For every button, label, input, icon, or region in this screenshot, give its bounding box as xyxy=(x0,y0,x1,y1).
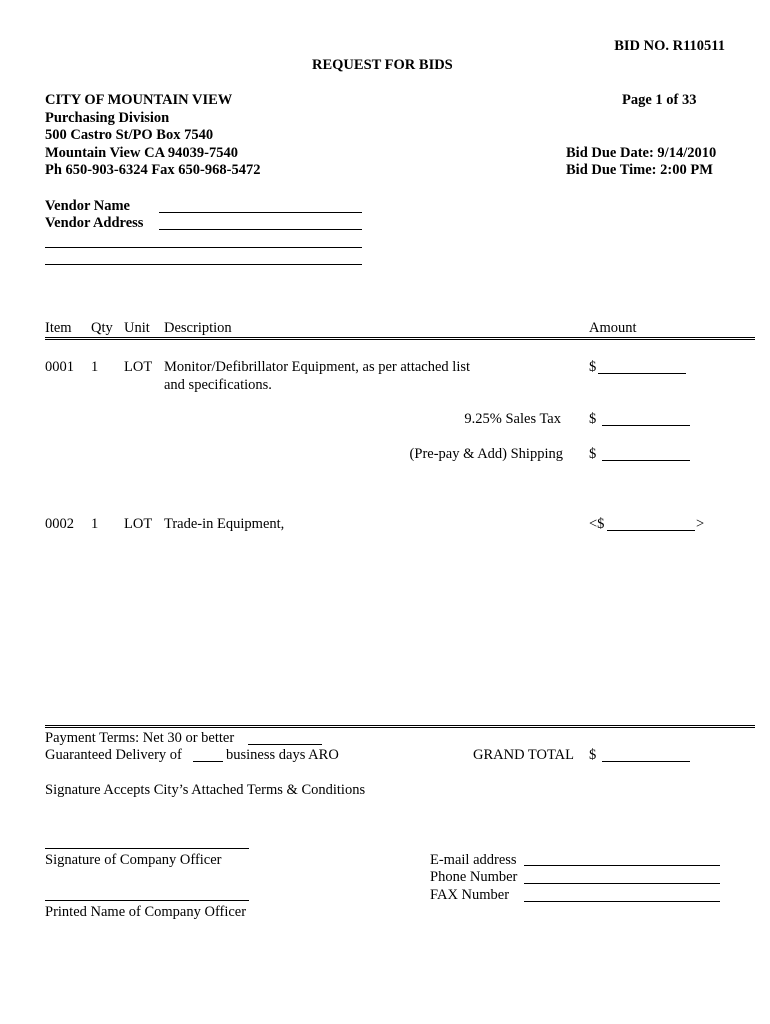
issuer-address-1: 500 Castro St/PO Box 7540 xyxy=(45,127,214,143)
row-2-qty: 1 xyxy=(91,516,99,532)
row-2-description: Trade-in Equipment, xyxy=(164,516,285,532)
grand-total-field[interactable] xyxy=(602,761,690,762)
issuer-address-2: Mountain View CA 94039-7540 xyxy=(45,145,238,161)
col-header-amount: Amount xyxy=(589,320,637,336)
footer-divider xyxy=(45,725,755,728)
row-2-amount-close: > xyxy=(696,516,705,532)
email-label: E-mail address xyxy=(430,852,517,868)
grand-total-dollar: $ xyxy=(589,747,597,763)
bid-due-date: Bid Due Date: 9/14/2010 xyxy=(566,145,717,161)
bid-due-time: Bid Due Time: 2:00 PM xyxy=(566,162,713,178)
grand-total-label: GRAND TOTAL xyxy=(473,747,575,763)
delivery-days-field[interactable] xyxy=(193,761,223,762)
delivery-label-suffix: business days ARO xyxy=(226,747,339,763)
vendor-address-line-3[interactable] xyxy=(45,264,362,265)
sales-tax-label: 9.25% Sales Tax xyxy=(464,411,561,427)
vendor-name-field[interactable] xyxy=(159,212,362,213)
col-header-unit: Unit xyxy=(124,320,150,336)
vendor-address-field[interactable] xyxy=(159,229,362,230)
sales-tax-dollar: $ xyxy=(589,411,597,427)
signature-line[interactable] xyxy=(45,848,249,849)
sales-tax-field[interactable] xyxy=(602,425,690,426)
col-header-item: Item xyxy=(45,320,72,336)
printed-name-line[interactable] xyxy=(45,900,249,901)
shipping-field[interactable] xyxy=(602,460,690,461)
row-1-description: Monitor/Defibrillator Equipment, as per attached list xyxy=(164,359,471,375)
printed-name-label: Printed Name of Company Officer xyxy=(45,904,247,920)
vendor-name-label: Vendor Name xyxy=(45,198,130,214)
row-2-item: 0002 xyxy=(45,516,74,532)
row-2-amount-open: <$ xyxy=(589,516,605,532)
row-1-qty: 1 xyxy=(91,359,99,375)
phone-label: Phone Number xyxy=(430,869,518,885)
row-1-item: 0001 xyxy=(45,359,74,375)
row-2-unit: LOT xyxy=(124,516,153,532)
vendor-address-line-2[interactable] xyxy=(45,247,362,248)
bid-number: BID NO. R110511 xyxy=(614,38,725,54)
row-1-dollar: $ xyxy=(589,359,597,375)
row-1-unit: LOT xyxy=(124,359,153,375)
issuer-phone-fax: Ph 650-903-6324 Fax 650-968-5472 xyxy=(45,162,261,178)
email-field[interactable] xyxy=(524,865,720,866)
payment-terms-field[interactable] xyxy=(248,744,322,745)
signature-accepts-text: Signature Accepts City’s Attached Terms & Conditions xyxy=(45,782,366,798)
phone-field[interactable] xyxy=(524,883,720,884)
delivery-label-prefix: Guaranteed Delivery of xyxy=(45,747,182,763)
payment-terms-label: Payment Terms: Net 30 or better xyxy=(45,730,235,746)
fax-label: FAX Number xyxy=(430,887,510,903)
shipping-dollar: $ xyxy=(589,446,597,462)
fax-field[interactable] xyxy=(524,901,720,902)
issuer-name: CITY OF MOUNTAIN VIEW xyxy=(45,92,233,108)
row-1-description-cont: and specifications. xyxy=(164,377,272,393)
col-header-description: Description xyxy=(164,320,232,336)
col-header-qty: Qty xyxy=(91,320,113,336)
issuer-division: Purchasing Division xyxy=(45,110,170,126)
page-title: REQUEST FOR BIDS xyxy=(312,57,453,73)
vendor-address-label: Vendor Address xyxy=(45,215,144,231)
row-1-amount-field[interactable] xyxy=(598,373,686,374)
header-divider xyxy=(45,337,755,340)
page-number: Page 1 of 33 xyxy=(622,92,697,108)
shipping-label: (Pre-pay & Add) Shipping xyxy=(409,446,563,462)
row-2-amount-field[interactable] xyxy=(607,530,695,531)
signature-officer-label: Signature of Company Officer xyxy=(45,852,222,868)
